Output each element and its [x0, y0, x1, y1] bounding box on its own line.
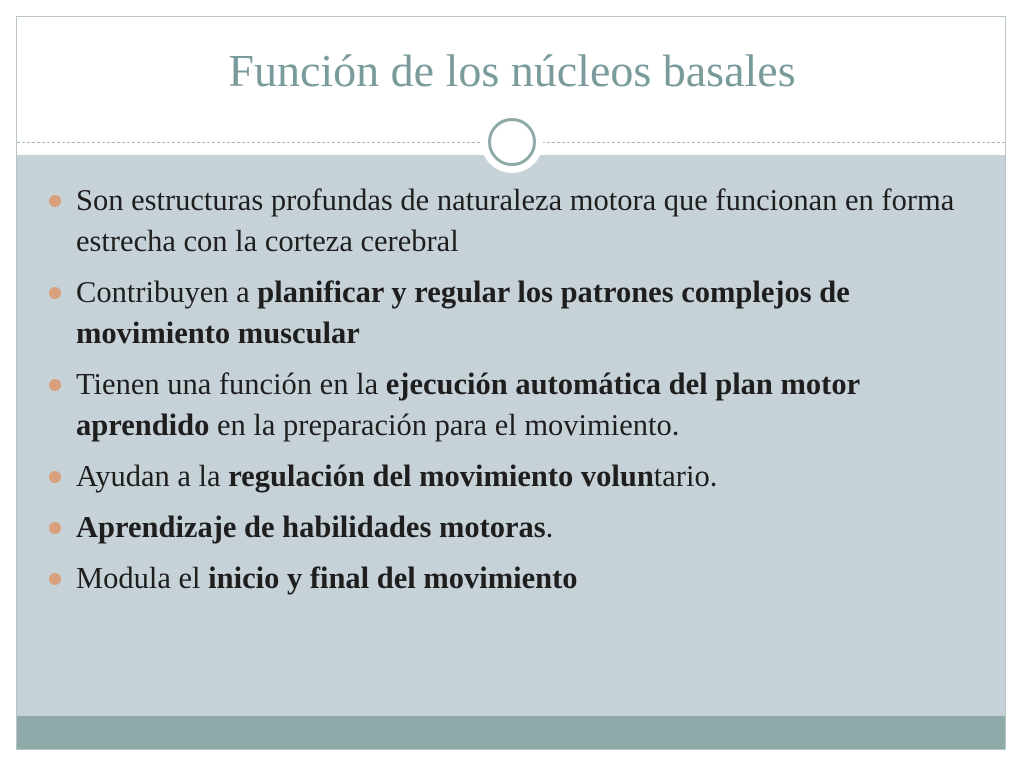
- bullet-item: [44, 180, 974, 262]
- bullet-item: [44, 456, 974, 497]
- slide-title: Función de los núcleos basales: [228, 45, 796, 96]
- bullet-text: Ayudan a la: [76, 459, 229, 493]
- bullet-dot-icon: [49, 379, 61, 391]
- bullet-text: Contribuyen a: [76, 275, 258, 309]
- bullet-bold-text: inicio y final del movimiento: [208, 561, 578, 595]
- bullet-bold-text: ejecución automática del plan motor aprendido: [76, 367, 860, 442]
- bullet-item: [44, 272, 974, 354]
- bullet-item: [44, 558, 974, 599]
- circle-ornament-icon: [481, 111, 543, 173]
- bullet-bold-text: planificar y regular los patrones complejos de movimiento muscular: [76, 275, 850, 350]
- bullet-text: tario.: [653, 459, 718, 493]
- bullet-item: [44, 507, 974, 548]
- bullet-dot-icon: [49, 287, 61, 299]
- bullet-text: Son estructuras profundas de naturaleza motora que funcionan en forma estrecha con la corteza cerebral: [76, 183, 955, 258]
- bullet-item: [44, 364, 974, 446]
- bullet-text: en la preparación para el movimiento.: [209, 408, 680, 442]
- bullet-list: [44, 180, 974, 609]
- bullet-dot-icon: [49, 471, 61, 483]
- bullet-dot-icon: [49, 195, 61, 207]
- bullet-dot-icon: [49, 573, 61, 585]
- bullet-bold-text: Aprendizaje de habilidades motoras: [76, 510, 546, 544]
- bullet-text: Modula el: [76, 561, 209, 595]
- footer-band: [17, 716, 1005, 749]
- circle-ornament-ring: [488, 118, 536, 166]
- bullet-bold-text: regulación del movimiento volun: [228, 459, 654, 493]
- bullet-dot-icon: [49, 522, 61, 534]
- bullet-text: Tienen una función en la: [76, 367, 386, 401]
- bullet-text: .: [545, 510, 554, 544]
